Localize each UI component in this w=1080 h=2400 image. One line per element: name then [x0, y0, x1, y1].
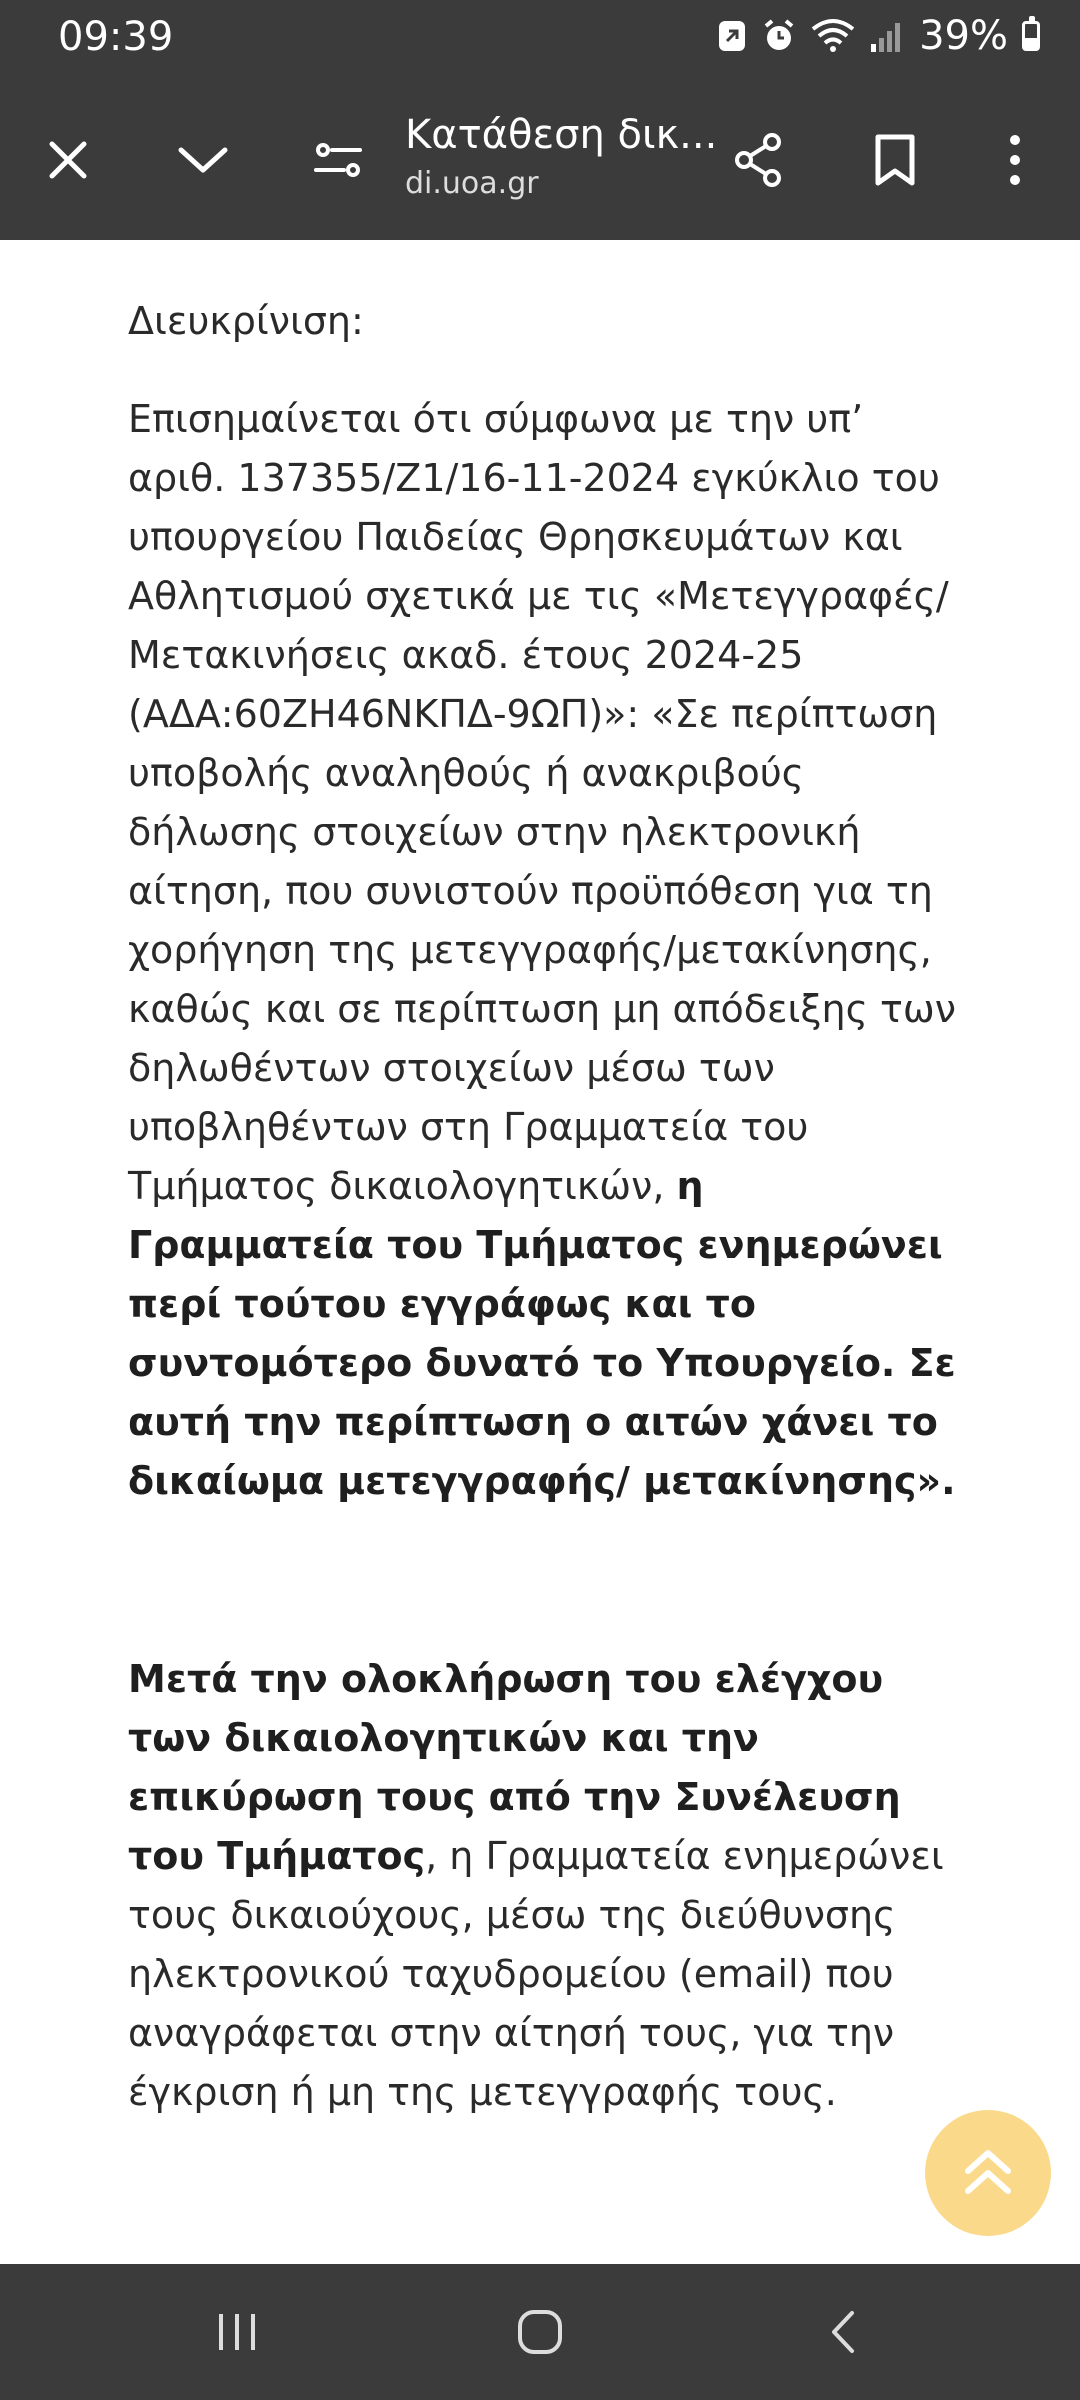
clarification-label: Διευκρίνιση: [128, 299, 364, 343]
para2-bold: Μετά την ολοκλήρωση του ελέγχου των δικαιολογητικών και την επικύρωση τους από την Συνέλευση του Τμήματος [128, 1657, 901, 1878]
bookmark-button[interactable] [855, 120, 935, 200]
more-vert-icon [1007, 134, 1023, 186]
status-time: 09:39 [58, 14, 174, 60]
battery-icon [1022, 21, 1040, 51]
clipped-text-line [128, 210, 948, 250]
recent-apps-button[interactable] [187, 2292, 287, 2372]
bookmark-icon [874, 133, 916, 187]
page-url: di.uoa.gr [405, 166, 539, 201]
para1-normal: Επισημαίνεται ότι σύμφωνα με την υπ’ αριθ. 137355/Ζ1/16-11-2024 εγκύκλιο του υπουργείου Παιδείας Θρησκευμάτων και Αθλητισμού σχετικά με τις «Μετεγγραφές/ Μετακινήσεις ακαδ. έτους 2024-25 (ΑΔΑ:60ΖΗ46ΝΚΠΔ-9ΩΠ)»: «Σε περίπτωση υποβολής αναληθούς ή ανακριβούς δήλωσης στοιχείων στην ηλεκτρονική αίτηση, που συνιστούν προϋπόθεση για τη χορήγηση της μετεγγραφής/μετακίνησης, καθώς και σε περίπτωση μη απόδειξης των δηλωθέντων στοιχείων μέσω των υποβληθέντων στη Γραμματεία του Τμήματος δικαιολογητικών, [128, 397, 956, 1208]
para2-normal: , η Γραμματεία ενημερώνει τους δικαιούχους, μέσω της διεύθυνσης ηλεκτρονικού ταχυδρομείου (email) που αναγράφεται στην αίτησή τους, για την έγκριση ή μη της μετεγγραφής τους. [128, 1834, 944, 2114]
recent-apps-icon [215, 2310, 259, 2354]
page-title: Κατάθεση δικ... [405, 112, 718, 158]
app-notification-icon [717, 19, 747, 53]
share-button[interactable] [718, 120, 798, 200]
clarification-paragraph [128, 390, 958, 1511]
tune-icon [314, 140, 362, 180]
back-icon [828, 2309, 858, 2355]
alarm-icon [761, 18, 797, 54]
scroll-to-top-button[interactable] [925, 2110, 1051, 2236]
close-icon [46, 138, 90, 182]
page-content[interactable] [0, 240, 1080, 2264]
status-bar [0, 0, 1080, 80]
double-chevron-up-icon [960, 2145, 1016, 2201]
minimize-button[interactable] [163, 120, 243, 200]
approval-paragraph [128, 1650, 958, 2122]
menu-button[interactable] [975, 120, 1055, 200]
chevron-down-icon [177, 144, 229, 176]
wifi-icon [811, 19, 855, 53]
status-icons [717, 13, 1040, 59]
home-icon [517, 2309, 563, 2355]
close-button[interactable] [28, 120, 108, 200]
share-icon [732, 132, 784, 188]
signal-icon [869, 20, 901, 52]
page-title-area[interactable] [405, 110, 718, 204]
system-nav-bar [0, 2264, 1080, 2400]
para1-bold: η Γραμματεία του Τμήματος ενημερώνει περί τούτου εγγράφως και το συντομότερο δυνατό το Υπουργείο. Σε αυτή την περίπτωση ο αιτών χάνει το δικαίωμα μετεγγραφής/ μετακίνησης». [128, 1164, 956, 1503]
page-info-button[interactable] [298, 120, 378, 200]
battery-percent: 39% [919, 13, 1008, 59]
home-button[interactable] [490, 2292, 590, 2372]
back-button[interactable] [793, 2292, 893, 2372]
